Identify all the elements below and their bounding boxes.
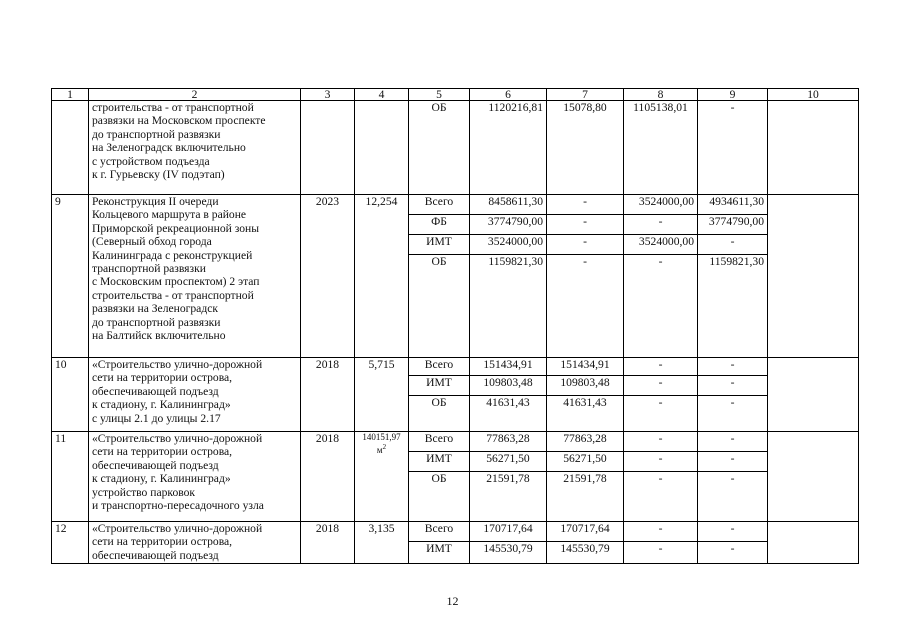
- project-description: [89, 101, 301, 195]
- empty-cell: [768, 358, 859, 432]
- amount-cell: 21591,78: [547, 472, 624, 522]
- amount-cell: 145530,79: [470, 542, 547, 564]
- amount-cell: -: [698, 432, 768, 452]
- amount-cell: 1120216,81: [470, 101, 547, 195]
- amount-cell: 170717,64: [470, 522, 547, 542]
- amount-cell: -: [547, 215, 624, 235]
- description-line: сети на территории острова,: [92, 535, 233, 549]
- description-line: развязки на Зеленоградск: [92, 302, 219, 316]
- amount-cell: 3774790,00: [470, 215, 547, 235]
- description-line: «Строительство улично-дорожной: [92, 358, 263, 371]
- amount-cell: 56271,50: [470, 452, 547, 472]
- description-line: развязки на Московском проспекте: [92, 114, 266, 128]
- amount-cell: 77863,28: [470, 432, 547, 452]
- amount-cell: -: [547, 195, 624, 215]
- row-number: 11: [52, 432, 89, 522]
- amount-cell: 109803,48: [470, 376, 547, 396]
- row-number: 9: [52, 195, 89, 358]
- project-description: [89, 195, 301, 358]
- header-cell: 9: [698, 89, 768, 101]
- description-line: устройство парковок: [92, 485, 196, 499]
- description-line: на Зеленоградск включительно: [92, 141, 246, 155]
- description-line: к стадиону, г. Калининград»: [92, 472, 231, 486]
- amount-cell: 41631,43: [547, 396, 624, 432]
- amount-cell: -: [698, 101, 768, 195]
- unit-superscript: 2: [382, 443, 387, 451]
- description-line: сети на территории острова,: [92, 445, 233, 459]
- amount-cell: -: [624, 358, 698, 376]
- header-cell: 7: [547, 89, 624, 101]
- empty-cell: [768, 101, 859, 195]
- amount-cell: 1159821,30: [698, 255, 768, 358]
- description-line: обеспечивающей подъезд: [92, 548, 219, 562]
- amount-cell: -: [698, 542, 768, 564]
- amount-cell: -: [698, 452, 768, 472]
- table-row: [52, 101, 859, 195]
- area-unit: [358, 442, 405, 455]
- amount-cell: 15078,80: [547, 101, 624, 195]
- row-number: 10: [52, 358, 89, 432]
- amount-cell: -: [698, 522, 768, 542]
- header-row: [52, 89, 859, 101]
- year-cell: 2018: [301, 522, 355, 564]
- amount-cell: 145530,79: [547, 542, 624, 564]
- amount-cell: -: [624, 215, 698, 235]
- source-cell: Всего: [409, 195, 470, 215]
- description-line: (Северный обход города: [92, 235, 212, 249]
- header-cell: 5: [409, 89, 470, 101]
- amount-cell: 4934611,30: [698, 195, 768, 215]
- description-line: обеспечивающей подъезд: [92, 458, 219, 472]
- area-value: 140151,97: [362, 432, 401, 442]
- source-cell: ОБ: [409, 101, 470, 195]
- header-cell: 3: [301, 89, 355, 101]
- page-number: 12: [446, 594, 459, 608]
- year-cell: [301, 101, 355, 195]
- value-cell: [355, 101, 409, 195]
- description-line: на Балтийск включительно: [92, 329, 226, 343]
- year-cell: 2023: [301, 195, 355, 358]
- amount-cell: 151434,91: [470, 358, 547, 376]
- amount-cell: -: [698, 358, 768, 376]
- description-line: обеспечивающей подъезд: [92, 384, 219, 398]
- empty-cell: [768, 432, 859, 522]
- description-line: с устройством подъезда: [92, 154, 210, 168]
- area-value-cell: [355, 432, 409, 522]
- amount-cell: -: [624, 542, 698, 564]
- amount-cell: 21591,78: [470, 472, 547, 522]
- project-description: [89, 522, 301, 564]
- amount-cell: -: [624, 472, 698, 522]
- table-row: [52, 522, 859, 542]
- amount-cell: 77863,28: [547, 432, 624, 452]
- description-line: строительства - от транспортной: [92, 288, 254, 302]
- description-line: сети на территории острова,: [92, 371, 233, 385]
- source-cell: ИМТ: [409, 235, 470, 255]
- description-line: с Московским проспектом) 2 этап: [92, 275, 260, 289]
- table-row: [52, 358, 859, 376]
- source-cell: Всего: [409, 358, 470, 376]
- row-number: 12: [52, 522, 89, 564]
- description-line: до транспортной развязки: [92, 315, 221, 329]
- amount-cell: -: [624, 396, 698, 432]
- empty-cell: [768, 195, 859, 358]
- amount-cell: 56271,50: [547, 452, 624, 472]
- value-cell: 12,254: [355, 195, 409, 358]
- header-cell: 1: [52, 89, 89, 101]
- amount-cell: 1159821,30: [470, 255, 547, 358]
- source-cell: ФБ: [409, 215, 470, 235]
- description-line: «Строительство улично-дорожной: [92, 522, 263, 535]
- description-line: «Строительство улично-дорожной: [92, 432, 263, 445]
- description-line: Кольцевого маршрута в районе: [92, 208, 247, 222]
- amount-cell: -: [698, 396, 768, 432]
- amount-cell: 41631,43: [470, 396, 547, 432]
- source-cell: Всего: [409, 432, 470, 452]
- amount-cell: 3524000,00: [470, 235, 547, 255]
- amount-cell: 170717,64: [547, 522, 624, 542]
- amount-cell: -: [547, 235, 624, 255]
- source-cell: ИМТ: [409, 376, 470, 396]
- project-description: [89, 358, 301, 432]
- amount-cell: -: [624, 255, 698, 358]
- table-row: [52, 195, 859, 215]
- description-line: и транспортно-пересадочного узла: [92, 499, 264, 513]
- amount-cell: 1105138,01: [624, 101, 698, 195]
- amount-cell: 8458611,30: [470, 195, 547, 215]
- year-cell: 2018: [301, 358, 355, 432]
- source-cell: ИМТ: [409, 452, 470, 472]
- source-cell: ИМТ: [409, 542, 470, 564]
- description-line: к стадиону, г. Калининград»: [92, 398, 231, 412]
- source-cell: ОБ: [409, 255, 470, 358]
- unit-label: м: [376, 445, 383, 455]
- description-line: до транспортной развязки: [92, 127, 221, 141]
- budget-table: [51, 88, 859, 564]
- empty-cell: [768, 522, 859, 564]
- header-cell: 8: [624, 89, 698, 101]
- header-cell: 6: [470, 89, 547, 101]
- amount-cell: -: [547, 255, 624, 358]
- amount-cell: 3774790,00: [698, 215, 768, 235]
- amount-cell: -: [698, 235, 768, 255]
- amount-cell: -: [698, 472, 768, 522]
- source-cell: ОБ: [409, 396, 470, 432]
- amount-cell: -: [624, 452, 698, 472]
- description-line: Приморской рекреационной зоны: [92, 221, 260, 235]
- description-line: с улицы 2.1 до улицы 2.17: [92, 411, 221, 425]
- description-line: Калининграда с реконструкцией: [92, 248, 253, 262]
- amount-cell: -: [624, 376, 698, 396]
- source-cell: ОБ: [409, 472, 470, 522]
- header-cell: 2: [89, 89, 301, 101]
- amount-cell: -: [624, 432, 698, 452]
- header-cell: 10: [768, 89, 859, 101]
- year-cell: 2018: [301, 432, 355, 522]
- description-line: строительства - от транспортной: [92, 101, 254, 114]
- value-cell: 5,715: [355, 358, 409, 432]
- amount-cell: 151434,91: [547, 358, 624, 376]
- description-line: Реконструкция II очереди: [92, 195, 219, 208]
- amount-cell: 109803,48: [547, 376, 624, 396]
- header-cell: 4: [355, 89, 409, 101]
- table-row: [52, 432, 859, 452]
- row-number: [52, 101, 89, 195]
- amount-cell: -: [624, 522, 698, 542]
- description-line: к г. Гурьевску (IV подэтап): [92, 168, 225, 182]
- source-cell: Всего: [409, 522, 470, 542]
- description-line: транспортной развязки: [92, 262, 206, 276]
- amount-cell: -: [698, 376, 768, 396]
- amount-cell: 3524000,00: [624, 195, 698, 215]
- amount-cell: 3524000,00: [624, 235, 698, 255]
- value-cell: 3,135: [355, 522, 409, 564]
- project-description: [89, 432, 301, 522]
